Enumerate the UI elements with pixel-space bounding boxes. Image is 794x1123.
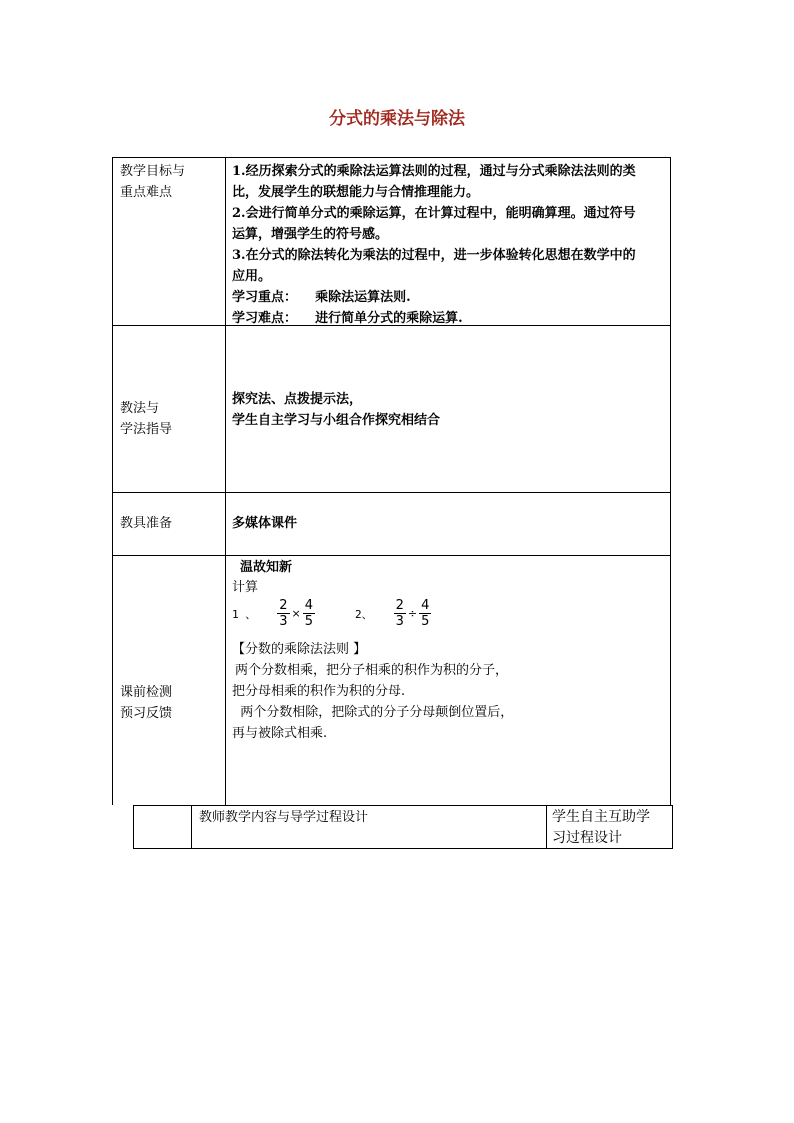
tools-content: 多媒体课件 <box>232 516 298 531</box>
divide-sign: ÷ <box>407 607 418 620</box>
footer-student-design: 学生自主互助学 习过程设计 <box>552 809 650 846</box>
label-objectives: 教学目标与 重点难点 <box>120 164 186 200</box>
exercise-1 <box>232 598 316 629</box>
exercise-index: 1 、 <box>232 607 257 621</box>
calc-label: 计算 <box>232 580 259 595</box>
fraction: $\frac{2}{3}$ <box>395 598 404 629</box>
rule-block: 【分数的乘除法法则 】 两个分数相乘，把分子相乘的积作为积的分子， 把分母相乘的积作为积的分母. 两个分数相除，把除式的分子分母颠倒位置后， 再与被除式相乘. <box>232 639 513 744</box>
label-method: 教法与 学法指导 <box>120 401 173 437</box>
fraction: $\frac{4}{5}$ <box>304 598 314 629</box>
multiply-sign: × <box>291 607 301 620</box>
fraction: $\frac{4}{5}$ <box>421 598 430 629</box>
method-content: 探究法、点拨提示法， 学生自主学习与小组合作探究相结合 <box>232 392 441 428</box>
page-title: 分式的乘法与除法 <box>329 109 465 129</box>
review-heading: 温故知新 <box>240 560 293 575</box>
footer-teacher-design: 教师教学内容与导学过程设计 <box>199 810 369 825</box>
exercise-2 <box>355 598 432 629</box>
label-tools: 教具准备 <box>120 516 173 531</box>
label-pretest: 课前检测 预习反馈 <box>120 685 173 721</box>
rule-title: 【分数的乘除法法则 】 <box>232 642 367 657</box>
fraction: $\frac{2}{3}$ <box>279 598 288 629</box>
exercise-index: 2、 <box>355 607 373 621</box>
objectives-content: 1.经历探索分式的乘除法运算法则的过程，通过与分式乘除法法则的类 比，发展学生的联想能力与合情推理能力。 2.会进行简单分式的乘除运算，在计算过程中，能明确算理。通过符号 运算，增强学生的符号感。 3.在分式的除法转化为乘法的过程中，进一步体验转化思想在数学中的 应用。 学习重点： 乘除法运算法则. 学习难点： 进行简单分式的乘除运算. <box>232 164 636 326</box>
